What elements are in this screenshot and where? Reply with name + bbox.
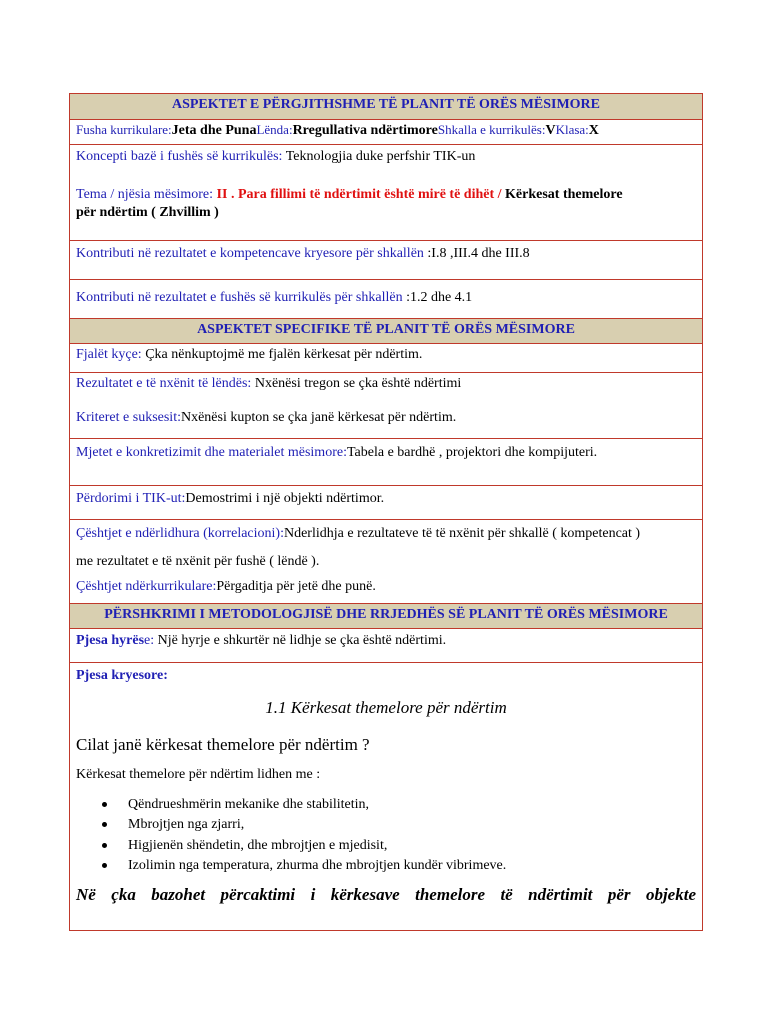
concept-line xyxy=(76,149,696,165)
main-part-subheading: 1.1 Kërkesat themelore për ndërtim xyxy=(265,698,507,717)
row-keywords xyxy=(70,344,702,373)
learning-outcomes-line xyxy=(76,376,696,392)
topic-title: Kërkesat themelore xyxy=(501,187,623,202)
curriculum-field-label: Fusha kurrikulare: xyxy=(76,122,172,137)
subject-label: Lënda: xyxy=(256,122,293,137)
subject-value: Rregullativa ndërtimore xyxy=(292,123,438,138)
curriculum-level-value: V xyxy=(545,123,556,138)
topic-line-2 xyxy=(76,205,696,221)
row-learning-outcomes xyxy=(70,373,702,439)
section-header-methodology-text: PËRSHKRIMI I METODOLOGJISË DHE RRJEDHËS SË PLANIT TË ORËS MËSIMORE xyxy=(104,607,668,622)
section-header-methodology xyxy=(70,604,702,629)
row-ict-usage xyxy=(70,486,702,520)
row-concept-topic xyxy=(70,145,702,241)
curriculum-field-value: Jeta dhe Puna xyxy=(171,123,257,138)
contribution-field-label: Kontributi në rezultatet e fushës së kurrikulës për shkallën xyxy=(76,290,403,305)
success-criteria-value: Nxënësi kupton se çka janë kërkesat për ndërtim. xyxy=(180,410,457,425)
section-header-general xyxy=(70,94,702,120)
correlations-value-2: me rezultatet e të nxënit për fushë ( lëndë ). xyxy=(76,554,320,569)
topic-title-cont: për ndërtim ( Zhvillim ) xyxy=(76,205,219,220)
concept-label: Koncepti bazë i fushës së kurrikulës: xyxy=(76,149,283,164)
success-criteria-line xyxy=(76,410,696,426)
topic-label: Tema / njësia mësimore: xyxy=(76,187,214,202)
row-materials xyxy=(70,439,702,486)
contribution-competences-label: Kontributi në rezultatet e kompetencave kryesore për shkallën xyxy=(76,246,424,261)
bullet-icon xyxy=(102,843,107,848)
section-header-general-text: ASPEKTET E PËRGJITHSHME TË PLANIT TË ORËS MËSIMORE xyxy=(171,97,601,112)
cross-curricular-value: Përgaditja për jetë dhe punë. xyxy=(216,579,376,594)
class-label: Klasa: xyxy=(555,122,589,137)
learning-outcomes-value: Nxënësi tregon se çka është ndërtimi xyxy=(251,376,462,391)
bullet-icon xyxy=(102,863,107,868)
keywords-label: Fjalët kyçe: xyxy=(76,347,142,362)
cross-curricular-label: Çështjet ndërkurrikulare: xyxy=(76,579,217,594)
learning-outcomes-label: Rezultatet e të nxënit të lëndës: xyxy=(76,376,252,391)
row-correlations xyxy=(70,520,702,604)
correlations-label: Çështjet e ndërlidhura (korrelacioni): xyxy=(76,526,284,541)
row-contribution-competences xyxy=(70,241,702,280)
correlations-line xyxy=(76,526,696,542)
ict-usage-label: Përdorimi i TIK-ut: xyxy=(76,491,186,506)
main-part-question: Cilat janë kërkesat themelore për ndërtim ? xyxy=(76,735,370,754)
cross-curricular-line xyxy=(76,579,696,595)
row-contribution-field xyxy=(70,280,702,319)
bullet-icon xyxy=(102,802,107,807)
topic-unit: II . Para fillimi të ndërtimit është mirë të dihët / xyxy=(213,187,502,202)
row-curriculum-field xyxy=(70,120,702,145)
concept-value: Teknologjia duke perfshir TIK-un xyxy=(282,149,476,164)
materials-value: Tabela e bardhë , projektori dhe kompijuteri. xyxy=(346,445,598,460)
introduction-label: Pjesa hyrës xyxy=(76,633,145,648)
introduction-value: Një hyrje e shkurtër në lidhje se çka është ndërtimi. xyxy=(154,633,447,648)
contribution-competences-value: :I.8 ,III.4 dhe III.8 xyxy=(423,246,530,261)
correlations-line-2 xyxy=(76,554,696,570)
main-part-label: Pjesa kryesore: xyxy=(76,668,168,683)
contribution-field-value: :1.2 dhe 4.1 xyxy=(402,290,473,305)
materials-label: Mjetet e konkretizimit dhe materialet mësimore: xyxy=(76,445,347,460)
lesson-plan-table xyxy=(69,93,703,931)
correlations-value: Nderlidhja e rezultateve të të nxënit për shkallë ( kompetencat ) xyxy=(283,526,641,541)
main-part-intro: Kërkesat themelore për ndërtim lidhen me : xyxy=(76,767,321,782)
topic-line xyxy=(76,187,696,203)
keywords-value: Çka nënkuptojmë me fjalën kërkesat për ndërtim. xyxy=(141,347,423,362)
section-header-specific-text: ASPEKTET SPECIFIKE TË PLANIT TË ORËS MËSIMORE xyxy=(197,322,575,337)
curriculum-level-label: Shkalla e kurrikulës: xyxy=(437,122,546,137)
bullet-icon xyxy=(102,822,107,827)
success-criteria-label: Kriteret e suksesit: xyxy=(76,410,181,425)
row-main-part: Pjesa kryesore: 1.1 Kërkesat themelore për ndërtim Cilat janë kërkesat themelore për ndërtim ? Kërkesat themelore për ndërtim lidhen me : Qëndrueshmërin mekanike dhe stabilitetin, Mbrojtjen nga zjarri, Higjienën shëndetin, dhe mbrojtjen e mjedisit, Izolimin nga temperatura, zhurma dhe mbrojtjen kundër vibrimeve. Në çka bazohet përcaktimi i kërkesave themelore të ndërtimit për objekte xyxy=(70,663,702,928)
section-header-specific xyxy=(70,319,702,344)
row-introduction xyxy=(70,629,702,663)
class-value: X xyxy=(588,123,599,138)
ict-usage-value: Demostrimi i një objekti ndërtimor. xyxy=(185,491,385,506)
introduction-label-rest: e: xyxy=(144,633,155,648)
main-part-closing: Në çka bazohet përcaktimi i kërkesave themelore të ndërtimit për objekte xyxy=(76,885,696,904)
